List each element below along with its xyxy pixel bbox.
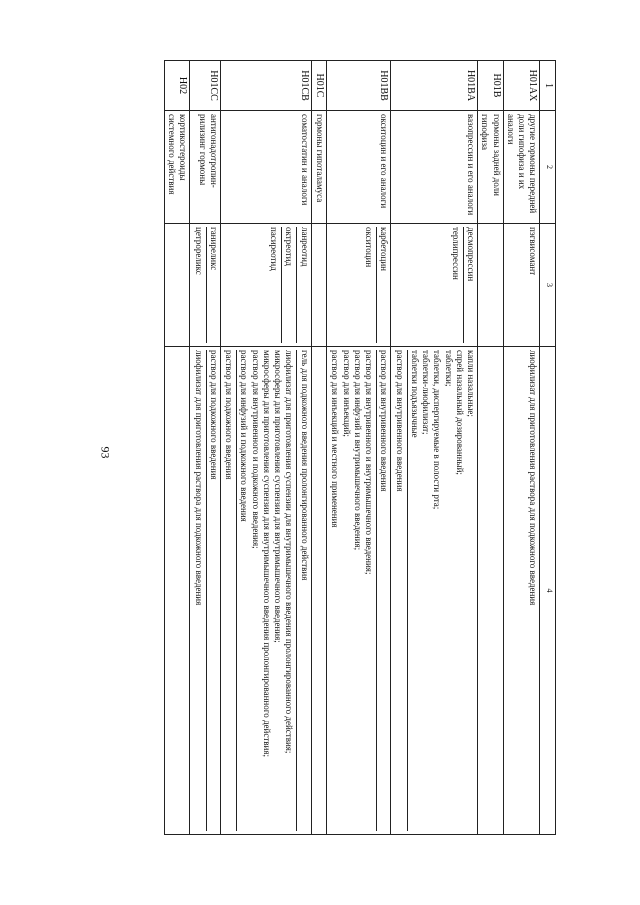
- header-col-1: 1: [540, 61, 556, 111]
- drug-name: терлипрессин: [449, 227, 464, 343]
- dosage-form: гель для подкожного введения пролонгированного действия: [299, 350, 310, 581]
- group-name: окситоцин и его аналоги: [327, 111, 391, 224]
- form-cell: [311, 347, 327, 835]
- form-cell: [391, 347, 478, 835]
- header-row: [540, 61, 556, 835]
- dosage-form: лиофилизат для приготовления раствора для подкожного введения: [528, 350, 539, 606]
- drug-cell: [190, 224, 221, 347]
- table-row: [327, 61, 391, 835]
- dosage-form: раствор для инфузий и внутримышечного введения;: [353, 350, 363, 551]
- atc-code: H01AX: [503, 61, 540, 111]
- group-name: кортикостероиды системного действия: [165, 111, 191, 224]
- drug-name: карбетоцин: [379, 227, 390, 271]
- drug-cell: [165, 224, 191, 347]
- dosage-form: раствор для внутривенного введения: [379, 350, 390, 492]
- dosage-forms: [207, 350, 219, 831]
- dosage-form: раствор для внутривенного и внутримышечного введения;: [364, 350, 375, 575]
- dosage-form: раствор для внутривенного введения: [394, 350, 405, 492]
- dosage-form: спрей назальный дозированный;: [455, 350, 465, 475]
- drug-name: ланреотид: [299, 227, 310, 267]
- dosage-forms: [526, 350, 538, 831]
- dosage-forms: [237, 350, 297, 831]
- atc-code: H01CB: [221, 61, 312, 111]
- dosage-form: раствор для инфузий и подкожного введения: [239, 350, 250, 522]
- dosage-forms: [222, 350, 237, 831]
- dosage-form: лиофилизат для приготовления суспензии для внутримышечного введения пролонгированного действия;: [284, 350, 295, 754]
- dosage-form: микросферы для приготовления суспензии для внутримышечного введения пролонгированного действия;: [262, 350, 272, 757]
- dosage-form: таблетки подъязычные: [410, 350, 420, 438]
- header-col-2: 2: [540, 111, 556, 224]
- drug-cell: [478, 224, 504, 347]
- atc-code: H01CC: [190, 61, 221, 111]
- drug-cell: [503, 224, 540, 347]
- dosage-form: лиофилизат для приготовления раствора для подкожного введения: [193, 350, 204, 606]
- drug-name: окситоцин: [362, 227, 377, 343]
- table-row: [391, 61, 478, 835]
- atc-code: H01BB: [327, 61, 391, 111]
- dosage-form: таблетки, диспергируемые в полости рта;: [432, 350, 443, 510]
- drug-name: пасиреотид: [267, 227, 282, 343]
- dosage-forms: [298, 350, 310, 831]
- atc-code: H01C: [311, 61, 327, 111]
- form-cell: [221, 347, 312, 835]
- dosage-form: таблетки-лиофилизат;: [421, 350, 432, 435]
- form-cell: [190, 347, 221, 835]
- document-sheet: [122, 60, 556, 835]
- table-row: [503, 61, 540, 835]
- drug-name: десмопрессин: [466, 227, 477, 282]
- group-name: соматостатин и аналоги: [221, 111, 312, 224]
- group-name: гормоны гипоталамуса: [311, 111, 327, 224]
- drug-name: ганиреликс: [209, 227, 219, 271]
- drug-cell: [327, 224, 391, 347]
- dosage-form: раствор для подкожного введения: [209, 350, 219, 480]
- dosage-form: капли назальные;: [466, 350, 477, 417]
- group-name: гормоны задней доли гипофиза: [478, 111, 504, 224]
- group-name: антигонадотропин-рилизинг гормоны: [190, 111, 221, 224]
- dosage-forms: [328, 350, 377, 831]
- table-row: [165, 61, 191, 835]
- dosage-forms: [393, 350, 408, 831]
- dosage-forms: [377, 350, 389, 831]
- dosage-form: таблетки;: [443, 350, 454, 387]
- dosage-form: раствор для подкожного введения: [224, 350, 235, 480]
- dosage-forms: [408, 350, 477, 831]
- drug-name: цетрореликс: [192, 227, 207, 343]
- form-cell: [503, 347, 540, 835]
- dosage-forms: [192, 350, 207, 831]
- table-row: [478, 61, 504, 835]
- atc-code: H01BA: [391, 61, 478, 111]
- drug-cell: [311, 224, 327, 347]
- dosage-form: раствор для инъекций и местного применения: [330, 350, 341, 528]
- drug-table: [164, 60, 556, 835]
- page-number: 93: [98, 446, 113, 459]
- drug-cell: [391, 224, 478, 347]
- group-name: другие гормоны передней доли гипофиза и их аналоги: [503, 111, 540, 224]
- drug-name: пэгвисомант: [528, 227, 539, 276]
- table-body: [165, 61, 541, 835]
- dosage-form: раствор для внутривенного и подкожного введения;: [250, 350, 261, 549]
- atc-code: H01B: [478, 61, 504, 111]
- drug-cell: [221, 224, 312, 347]
- dosage-form: раствор для инъекций;: [341, 350, 352, 437]
- dosage-form: микросферы для приготовления суспензии для внутримышечного введения;: [273, 350, 284, 643]
- group-name: вазопрессин и его аналоги: [391, 111, 478, 224]
- form-cell: [327, 347, 391, 835]
- drug-name: октреотид: [282, 227, 297, 343]
- form-cell: [478, 347, 504, 835]
- header-col-3: 3: [540, 224, 556, 347]
- table-row: [311, 61, 327, 835]
- table-row: [221, 61, 312, 835]
- header-col-4: 4: [540, 347, 556, 835]
- form-cell: [165, 347, 191, 835]
- table-row: [190, 61, 221, 835]
- atc-code: H02: [165, 61, 191, 111]
